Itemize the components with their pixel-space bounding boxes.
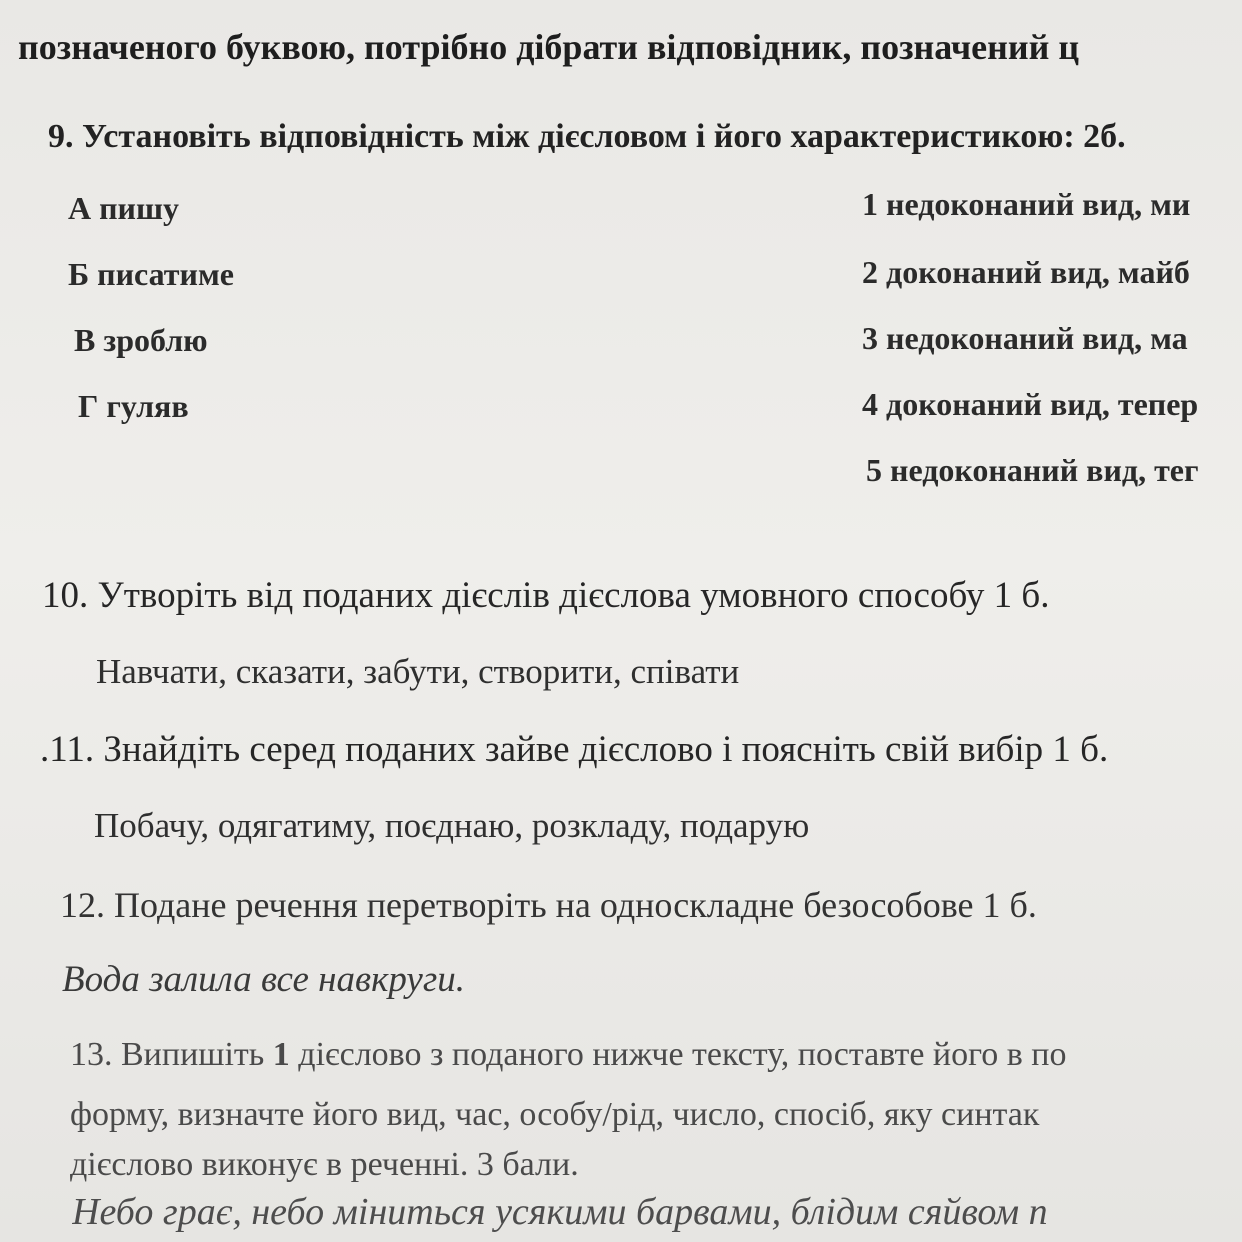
question-13-text: Небо грає, небо міниться усякими барвами, блідим сяйвом п <box>72 1191 1048 1233</box>
option-g: Г гуляв <box>78 388 189 424</box>
question-13-line-1-post: дієслово з поданого нижче тексту, поставте його в по <box>289 1036 1067 1073</box>
question-12-title: 12. Подане речення перетворіть на односкладне безособове 1 б. <box>60 885 1037 925</box>
question-11-title: .11. Знайдіть серед поданих зайве дієслово і поясніть свій вибір 1 б. <box>40 729 1109 770</box>
characteristic-4: 4 доконаний вид, тепер <box>862 386 1199 422</box>
question-13-count: 1 <box>272 1036 290 1073</box>
characteristic-5: 5 недоконаний вид, тег <box>866 452 1199 488</box>
characteristic-2: 2 доконаний вид, майб <box>862 254 1190 290</box>
characteristic-3: 3 недоконаний вид, ма <box>862 320 1188 356</box>
question-13-line-1-pre: Випишіть <box>121 1036 273 1073</box>
question-13-number: 13. <box>70 1036 113 1073</box>
characteristic-1: 1 недоконаний вид, ми <box>862 186 1191 222</box>
question-12-sentence: Вода залила все навкруги. <box>62 959 466 1000</box>
instruction-text: позначеного буквою, потрібно дібрати відповідник, позначений ц <box>18 27 1080 67</box>
question-13-line-1 <box>70 1036 1242 1074</box>
question-11-words: Побачу, одягатиму, поєднаю, розкладу, подарую <box>94 806 810 845</box>
question-10-title: 10. Утворіть від поданих дієслів дієслова умовного способу 1 б. <box>42 575 1050 616</box>
question-9-title: 9. Установіть відповідність між дієсловом і його характеристикою: 2б. <box>48 118 1126 155</box>
option-v: В зроблю <box>74 322 208 358</box>
question-13-line-3: дієслово виконує в реченні. 3 бали. <box>70 1146 579 1183</box>
option-b: Б писатиме <box>68 256 234 292</box>
option-a: А пишу <box>68 190 179 226</box>
question-13-line-2: форму, визначте його вид, час, особу/рід, число, спосіб, яку синтак <box>70 1096 1040 1133</box>
question-10-words: Навчати, сказати, забути, створити, співати <box>96 652 740 691</box>
